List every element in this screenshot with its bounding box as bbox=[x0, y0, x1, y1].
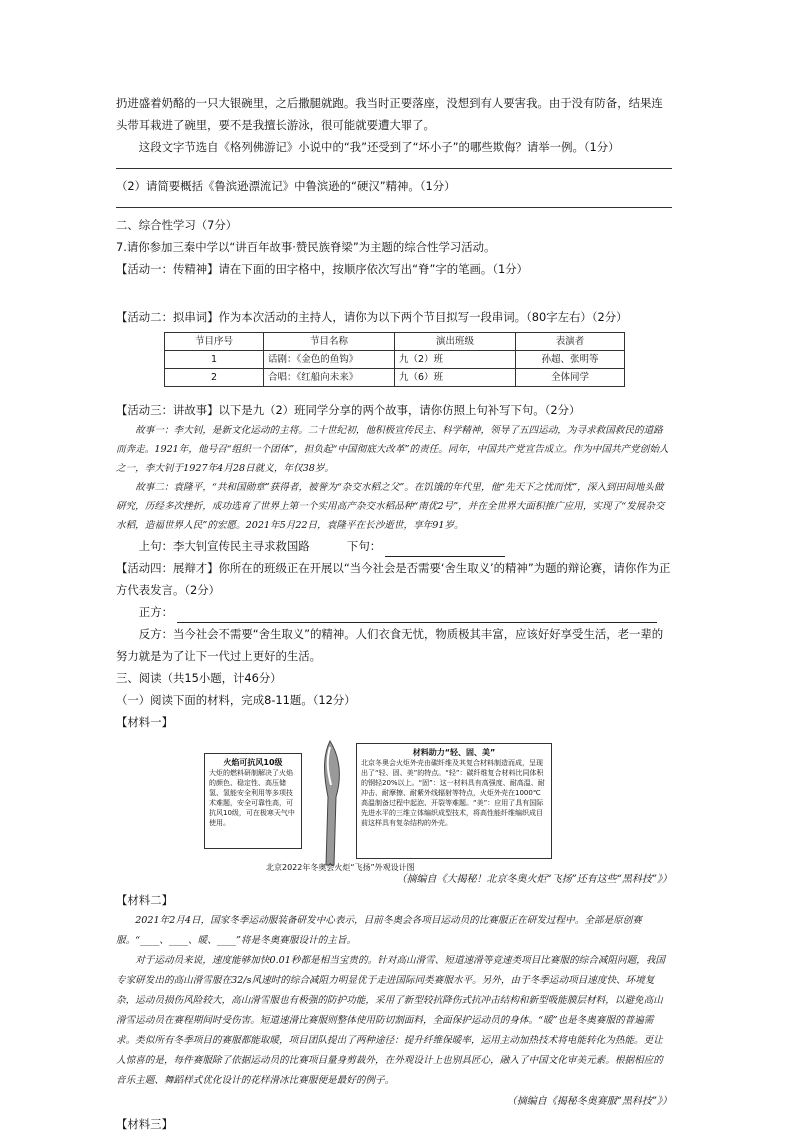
table-cell: 九（2）班 bbox=[395, 351, 516, 369]
table-row bbox=[165, 369, 625, 387]
material-2-label: 【材料二】 bbox=[116, 893, 173, 907]
fig-right-box bbox=[356, 743, 552, 859]
question-1: 这段文字节选自《格列佛游记》小说中的“我”还受到了“坏小子”的哪些欺侮？请举一例。（1分） bbox=[138, 140, 620, 154]
pro-answer-line[interactable] bbox=[177, 608, 657, 623]
activity-2: 【活动二：拟串词】作为本次活动的主持人，请你为以下两个节目拟写一段串词。（80字左右）（2分） bbox=[116, 310, 628, 324]
fig-right-text: 北京冬奥会火炬外壳由碳纤维及其复合材料制造而成，呈现出了“轻、固、美”的特点。“轻”：碳纤维复合材料比同体积的钢轻20%以上。“固”：这一材料具有高强度、耐高温、耐冲击、耐摩擦、耐紫外线辐射等特点，火炬外壳在1000℃高温制备过程中起泡、开裂等难题。“美”：应用了具有国际先进水平的三维立体编织成型技术，将高性能纤维编织成目前这样具有复杂结构的外壳。 bbox=[361, 759, 545, 827]
story-1: 故事一：李大钊，是新文化运动的主将。二十世纪初，他积极宣传民主、科学精神，领导了五四运动，为寻求救国救民的道路而奔走。1921年，他号召“组织一个团体”，担负起“中国彻底大改革”的责任。同年，中国共产党宣告成立。作为中国共产党创始人之一，李大钊于1927年4月28日就义，年仅38岁。 bbox=[116, 425, 669, 474]
text-passage-end: 扔进盛着奶酪的一只大银碗里，之后撒腿就跑。我当时正要落座，没想到有人要害我。由于没有防备，结果连头带耳栽进了碗里，要不是我擅长游泳，很可能就要遭大罪了。 bbox=[116, 96, 663, 132]
fig-caption: 北京2022年冬奥会火炬“飞扬”外观设计图 bbox=[266, 863, 415, 872]
table-cell: 九（6）班 bbox=[395, 369, 516, 387]
pro-label: 正方： bbox=[138, 605, 173, 619]
material-2-p2: 对于运动员来说，速度能够加快0.01秒都是相当宝贵的。针对高山滑雪、短道速滑等竞速类项目比赛服的综合减阻问题，我国专家研发出的高山滑雪服在32/s风速时的综合减阻力明显优于走进国际同类赛服水平。另外，由于冬季运动项目速度快、环境复杂，运动员损伤风险较大，高山滑雪服也有极强的防护功能，采用了新型较抗降伤式抗冲击结构和新型吸能膜层材料，以避免高山滑雪运动员在赛程期间时受伤害。短道速滑比赛服则整体使用防切割面料，全面保护运动员的身体。“暖”也是冬奥赛服的普遍需求。类似所有冬季项目的赛服都能取暖，项目团队提出了两种途径：提升纤维保暖率，运用主动加热技术将电能转化为热能。更让人惊喜的是，每件赛服除了依据运动员的比赛项目量身剪裁外，在外观设计上也别具匠心，融入了中国文化审美元素。根据相应的音乐主题、舞蹈样式优化设计的花样滑冰比赛服便是最好的例子。 bbox=[116, 955, 666, 1086]
con-side: 反方：当今社会不需要“舍生取义”的精神。人们衣食无忧，物质极其丰富，应该好好享受生活，老一辈的努力就是为了让下一代过上更好的生活。 bbox=[116, 627, 664, 663]
fig-right-title: 材料助力“轻、固、美” bbox=[412, 748, 496, 757]
answer-line[interactable] bbox=[116, 158, 672, 169]
material-1-label: 【材料一】 bbox=[116, 715, 173, 729]
torch-icon bbox=[312, 737, 352, 867]
question-2: （2）请简要概括《鲁滨逊漂流记》中鲁滨逊的“硬汉”精神。（1分） bbox=[116, 179, 456, 193]
table-cell: 话剧：《金色的鱼钩》 bbox=[264, 351, 395, 369]
material-3-label: 【材料三】 bbox=[116, 1117, 173, 1131]
fig-left-text: 大炬的燃料研制解决了火焰的颜色、稳定性、高压储氢、氢能安全利用等多项技术难题，安全可靠性高，可抗风10级，可在极寒天气中使用。 bbox=[209, 769, 295, 827]
fig-left-title: 火焰可抗风10级 bbox=[223, 758, 283, 767]
material-2-source: （摘编自《揭秘冬奥赛服“黑科技”》） bbox=[506, 1096, 672, 1107]
pro-side bbox=[116, 601, 672, 623]
activity-1: 【活动一：传精神】请在下面的田字格中，按顺序依次写出“脊”字的笔画。（1分） bbox=[116, 262, 529, 276]
tianzige-area[interactable] bbox=[116, 280, 672, 306]
section-2-title: 二、综合性学习（7分） bbox=[116, 218, 238, 232]
couplet-line bbox=[116, 535, 672, 557]
table-cell: 2 bbox=[165, 369, 264, 387]
table-cell: 全体同学 bbox=[516, 369, 625, 387]
answer-line[interactable] bbox=[116, 197, 672, 208]
table-header: 节目序号 bbox=[165, 333, 264, 351]
reading-sub-title: （一）阅读下面的材料，完成8-11题。（12分） bbox=[116, 693, 356, 707]
activity-4: 【活动四：展辩才】你所在的班级正在开展以“当今社会是否需要‘舍生取义’的精神”为题的辩论赛，请你作为正方代表发言。（2分） bbox=[116, 561, 671, 597]
program-table bbox=[164, 332, 625, 387]
material-1-source: （摘编自《大揭秘！北京冬奥火炬“飞扬”还有这些“黑科技”》） bbox=[396, 874, 672, 885]
material-2-p1: 2021年2月4日，国家冬季运动服装备研发中心表示，目前冬奥会各项目运动员的比赛服正在研发过程中。全部是原创赛服。“____、____、暖、____”将是冬奥赛服设计的主旨。 bbox=[116, 915, 642, 946]
fig-left-box bbox=[204, 753, 302, 849]
table-header: 表演者 bbox=[516, 333, 625, 351]
table-cell: 合唱：《红船向未来》 bbox=[264, 369, 395, 387]
torch-figure bbox=[116, 737, 672, 887]
lower-line-label: 下句： bbox=[346, 539, 382, 553]
table-header: 节目名称 bbox=[264, 333, 395, 351]
upper-line: 上句：李大钊宣传民主寻求救国路 bbox=[138, 539, 310, 553]
table-cell: 孙超、张明等 bbox=[516, 351, 625, 369]
exam-page bbox=[116, 92, 672, 1135]
table-header: 演出班级 bbox=[395, 333, 516, 351]
section-3-title: 三、阅读（共15小题，计46分） bbox=[116, 671, 282, 685]
story-2: 故事二：袁隆平，“共和国勋章”获得者，被誉为“杂交水稻之父”。在饥饿的年代里，他“先天下之忧而忧”，深入到田间地头做研究，历经多次挫折，成功选育了世界上第一个实用高产杂交水稻品种“南优2号”，并在全世界大面积推广应用，实现了“发展杂交水稻，造福世界人民”的宏愿。2021年5月22日，袁隆平在长沙逝世，享年91岁。 bbox=[116, 482, 665, 531]
table-row bbox=[165, 351, 625, 369]
table-cell: 1 bbox=[165, 351, 264, 369]
question-7-intro: 7.请你参加三秦中学以“讲百年故事·赞民族脊梁”为主题的综合性学习活动。 bbox=[116, 240, 496, 254]
activity-3: 【活动三：讲故事】以下是九（2）班同学分享的两个故事，请你仿照上句补写下句。（2分） bbox=[116, 403, 581, 417]
